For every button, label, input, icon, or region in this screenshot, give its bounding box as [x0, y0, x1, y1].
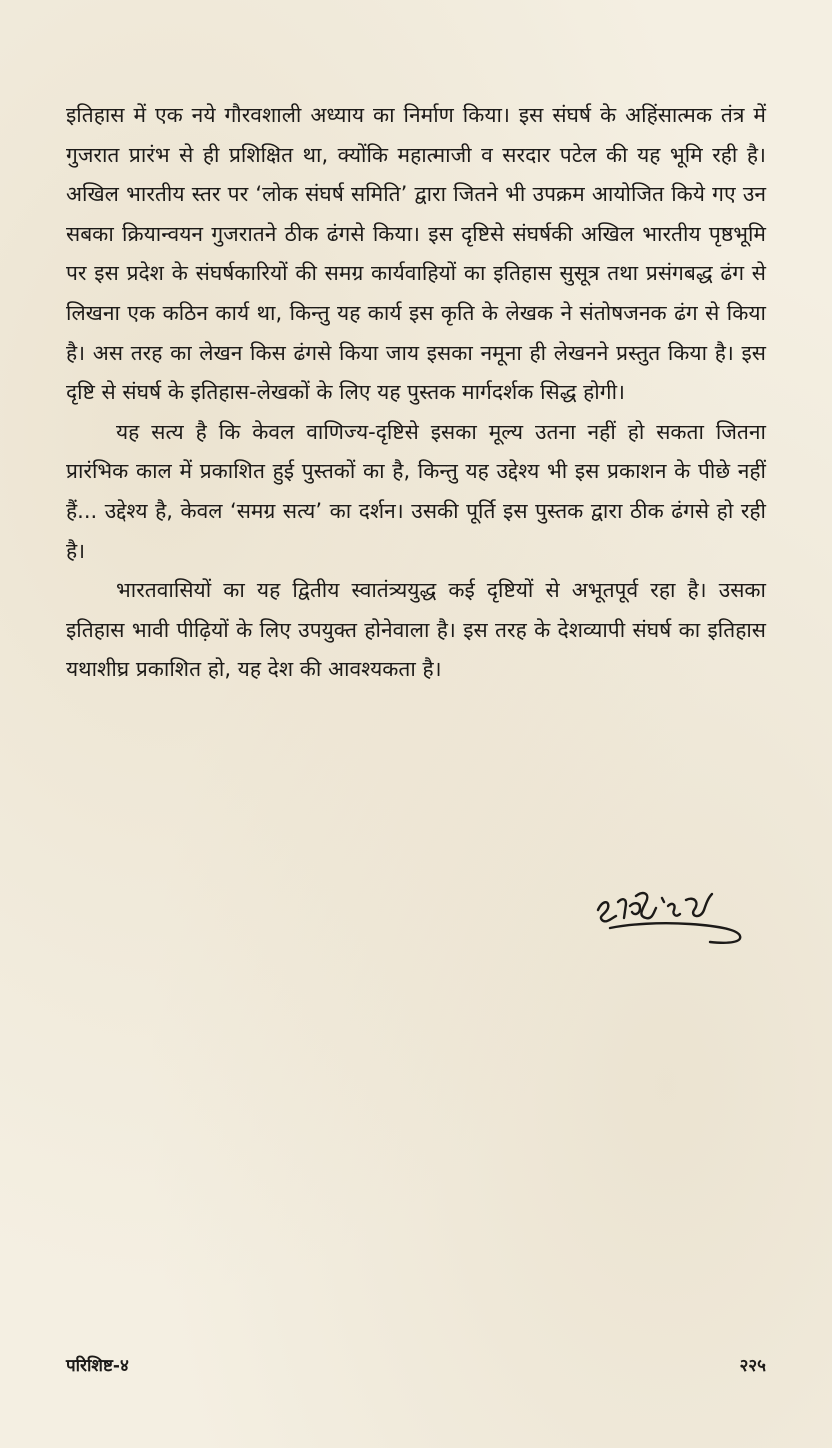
footer-section-label: परिशिष्ट-४ — [66, 1356, 129, 1376]
body-text — [66, 96, 766, 690]
signature-scribble — [590, 880, 750, 950]
page-number: २२५ — [739, 1356, 766, 1376]
paragraph-2: यह सत्य है कि केवल वाणिज्य-दृष्टिसे इसका मूल्य उतना नहीं हो सकता जितना प्रारंभिक काल में प्रकाशित हुई पुस्तकों का है, किन्तु यह उद्देश्य भी इस प्रकाशन के पीछे नहीं हैं... उद्देश्य है, केवल ‘समग्र सत्य’ का दर्शन। उसकी पूर्ति इस पुस्तक द्वारा ठीक ढंगसे हो रही है। — [66, 419, 766, 563]
handwritten-signature — [590, 880, 750, 950]
paragraph-3: भारतवासियों का यह द्वितीय स्वातंत्र्ययुद्ध कई दृष्टियों से अभूतपूर्व रहा है। उसका इतिहास भावी पीढ़ियों के लिए उपयुक्त होनेवाला है। इस तरह के देशव्यापी संघर्ष का इतिहास यथाशीघ्र प्रकाशित हो, यह देश की आवश्यकता है। — [66, 578, 766, 682]
paragraph-1: इतिहास में एक नये गौरवशाली अध्याय का निर्माण किया। इस संघर्ष के अहिंसात्मक तंत्र में गुजरात प्रारंभ से ही प्रशिक्षित था, क्योंकि महात्माजी व सरदार पटेल की यह भूमि रही है। अखिल भारतीय स्तर पर ‘लोक संघर्ष समिति’ द्वारा जितने भी उपक्रम आयोजित किये गए उन सबका क्रियान्वयन गुजरातने ठीक ढंगसे किया। इस दृष्टिसे संघर्षकी अखिल भारतीय पृष्ठभूमि पर इस प्रदेश के संघर्षकारियों की समग्र कार्यवाहियों का इतिहास सुसूत्र तथा प्रसंगबद्ध ढंग से लिखना एक कठिन कार्य था, किन्तु यह कार्य इस कृति के लेखक ने संतोषजनक ढंग से किया है। अस तरह का लेखन किस ढंगसे किया जाय इसका नमूना ही लेखनने प्रस्तुत किया है। इस दृष्टि से संघर्ष के इतिहास-लेखकों के लिए यह पुस्तक मार्गदर्शक सिद्ध होगी। — [66, 103, 766, 405]
